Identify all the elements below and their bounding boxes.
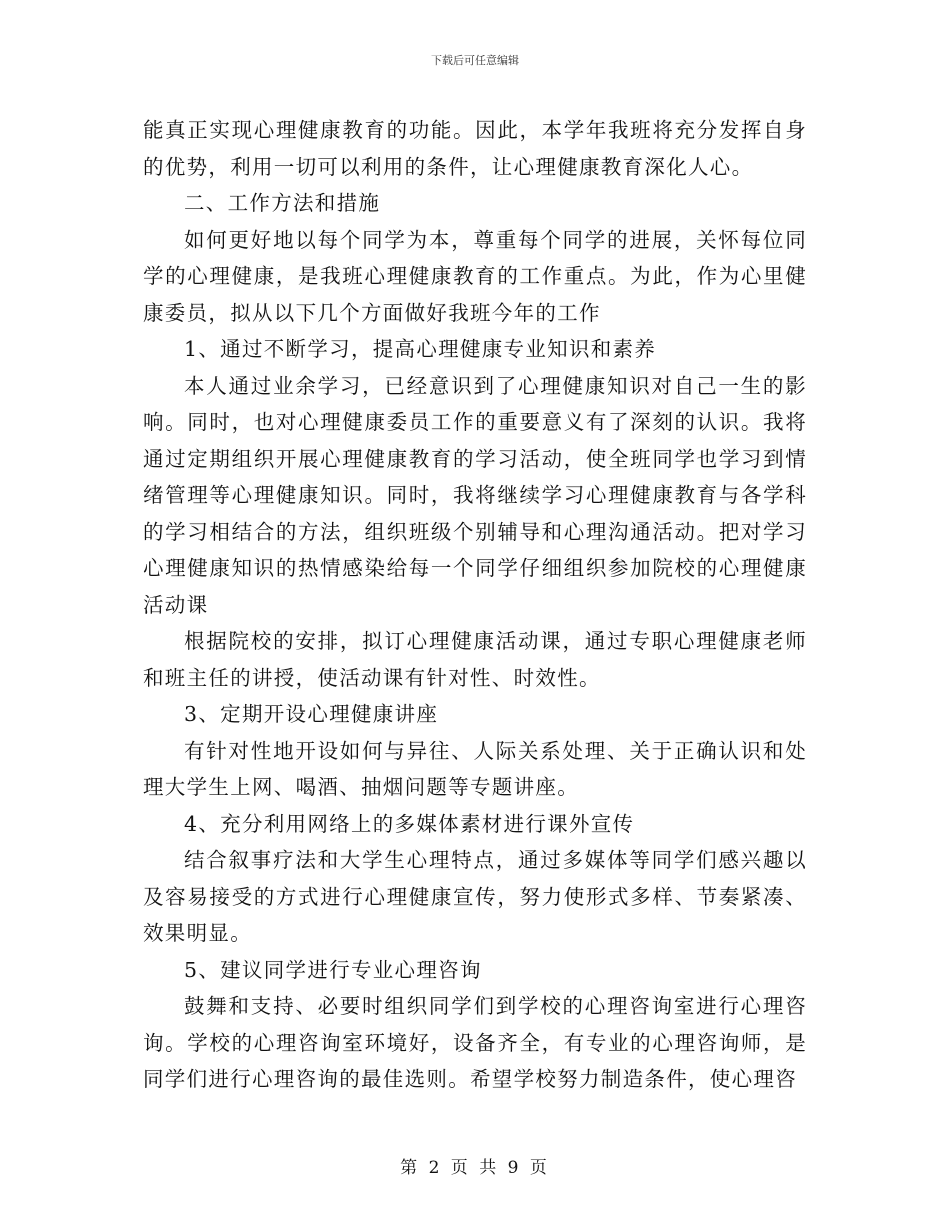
paragraph: 本人通过业余学习，已经意识到了心理健康知识对自己一生的影响。同时，也对心理健康委员工作的重要意义有了深刻的认识。我将通过定期组织开展心理健康教育的学习活动，使全班同学也学习到情绪管理等心理健康知识。同时，我将继续学习心理健康教育与各学科的学习相结合的方法，组织班级个别辅导和心理沟通活动。把对学习心理健康知识的热情感染给每一个同学仔细组织参加院校的心理健康活动课 xyxy=(143,373,807,617)
paragraph: 结合叙事疗法和大学生心理特点，通过多媒体等同学们感兴趣以及容易接受的方式进行心理健康宣传，努力使形式多样、节奏紧凑、效果明显。 xyxy=(143,848,807,945)
subsection-heading: 1、通过不断学习，提高心理健康专业知识和素养 xyxy=(184,337,657,361)
paragraph: 能真正实现心理健康教育的功能。因此，本学年我班将充分发挥自身的优势，利用一切可以利用的条件，让心理健康教育深化人心。 xyxy=(143,118,807,179)
paragraph: 鼓舞和支持、必要时组织同学们到学校的心理咨询室进行心理咨询。学校的心理咨询室环境好，设备齐全，有专业的心理咨询师，是同学们进行心理咨询的最佳选则。希望学校努力制造条件，使心理咨 xyxy=(143,994,807,1091)
paragraph: 根据院校的安排，拟订心理健康活动课，通过专职心理健康老师和班主任的讲授，使活动课有针对性、时效性。 xyxy=(143,629,807,690)
subsection-heading: 4、充分利用网络上的多媒体素材进行课外宣传 xyxy=(184,811,635,836)
document-body xyxy=(143,112,807,1098)
paragraph: 如何更好地以每个同学为本，尊重每个同学的进展，关怀每位同学的心理健康，是我班心理健康教育的工作重点。为此，作为心里健康委员，拟从以下几个方面做好我班今年的工作 xyxy=(143,227,807,325)
subsection-heading: 5、建议同学进行专业心理咨询 xyxy=(184,957,482,982)
section-heading: 二、工作方法和措施 xyxy=(184,191,381,215)
page-header: 下载后可任意编辑 xyxy=(431,54,519,67)
page-number: 第 2 页 共 9 页 xyxy=(400,1158,550,1178)
subsection-heading: 3、定期开设心理健康讲座 xyxy=(184,702,439,726)
paragraph: 有针对性地开设如何与异往、人际关系处理、关于正确认识和处理大学生上网、喝酒、抽烟问题等专题讲座。 xyxy=(143,738,807,799)
